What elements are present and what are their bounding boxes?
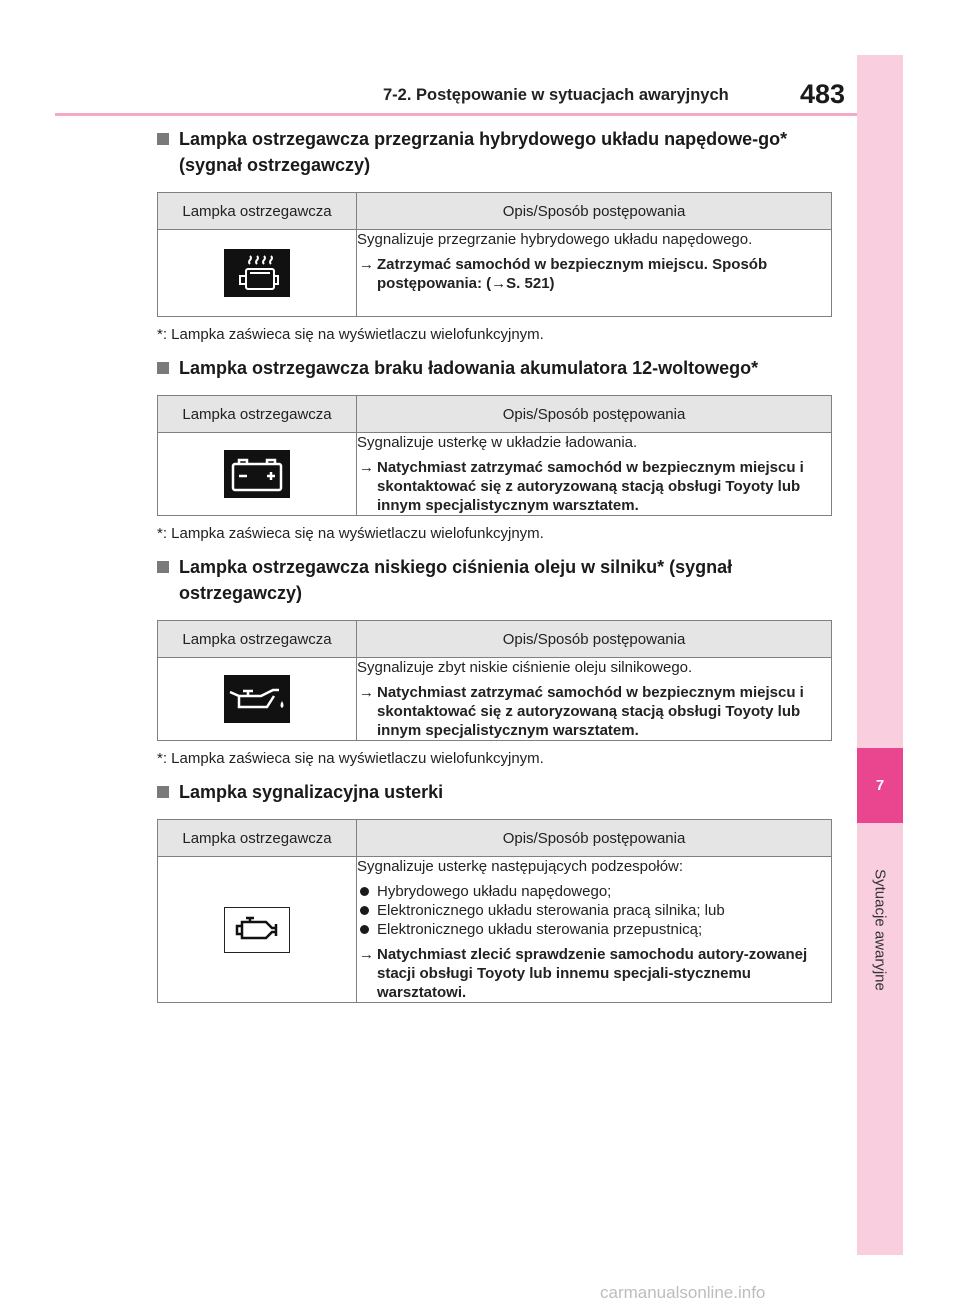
table-header-description: Opis/Sposób postępowania <box>357 820 832 857</box>
table-header-light: Lampka ostrzegawcza <box>158 621 357 658</box>
table-row <box>158 230 832 317</box>
description-text: Sygnalizuje zbyt niskie ciśnienie oleju silnikowego. <box>357 659 693 676</box>
square-bullet-icon <box>157 786 169 798</box>
section-oil-pressure <box>157 554 832 769</box>
list-item: Elektronicznego układu sterowania przepustnicą; <box>357 920 831 939</box>
description-text: Sygnalizuje usterkę w układzie ładowania. <box>357 434 638 451</box>
section-heading: Lampka sygnalizacyjna usterki <box>157 779 832 805</box>
side-tab <box>857 55 903 1255</box>
chapter-number[interactable]: 7 <box>857 748 903 823</box>
action-instruction: → Natychmiast zlecić sprawdzenie samochodu autory-zowanej stacji obsługi Toyoty lub innemu specjali-stycznemu warsztatowi. <box>359 946 808 1001</box>
table-header-description: Opis/Sposób postępowania <box>357 621 832 658</box>
list-item: Elektronicznego układu sterowania pracą silnika; lub <box>357 901 831 920</box>
table-row <box>158 433 832 516</box>
list-item: Hybrydowego układu napędowego; <box>357 882 831 901</box>
chapter-label: Sytuacje awaryjne <box>871 869 889 991</box>
table-header-light: Lampka ostrzegawcza <box>158 396 357 433</box>
component-list <box>357 882 831 939</box>
action-instruction: → Zatrzymać samochód w bezpiecznym miejscu. Sposób postępowania: (→S. 521) <box>359 256 768 292</box>
description-text: Sygnalizuje przegrzanie hybrydowego układu napędowego. <box>357 231 753 248</box>
warning-table <box>157 395 832 516</box>
table-header-light: Lampka ostrzegawcza <box>158 193 357 230</box>
action-instruction: → Natychmiast zatrzymać samochód w bezpiecznym miejscu i skontaktować się z autoryzowaną stacją obsługi Toyoty lub innym specjalistycznym warsztatem. <box>359 684 804 739</box>
page-number: 483 <box>800 79 846 109</box>
footnote: *: Lampka zaświeca się na wyświetlaczu wielofunkcyjnym. <box>157 525 544 542</box>
table-header-light: Lampka ostrzegawcza <box>158 820 357 857</box>
warning-table <box>157 620 832 741</box>
page-header-title: 7-2. Postępowanie w sytuacjach awaryjnych <box>383 86 729 104</box>
arrow-icon: → <box>359 459 374 476</box>
square-bullet-icon <box>157 561 169 573</box>
arrow-icon: → <box>359 946 374 963</box>
square-bullet-icon <box>157 133 169 145</box>
watermark-credit: carmanualsonline.info <box>600 1283 766 1302</box>
oil-pressure-icon <box>224 675 290 723</box>
battery-charge-icon <box>224 450 290 498</box>
section-battery-charge <box>157 355 832 544</box>
section-heading: Lampka ostrzegawcza niskiego ciśnienia oleju w silniku* (sygnał ostrzegawczy) <box>157 554 832 606</box>
footnote: *: Lampka zaświeca się na wyświetlaczu wielofunkcyjnym. <box>157 750 544 767</box>
description-text: Sygnalizuje usterkę następujących podzespołów: <box>357 858 684 875</box>
footnote: *: Lampka zaświeca się na wyświetlaczu wielofunkcyjnym. <box>157 326 544 343</box>
action-instruction: → Natychmiast zatrzymać samochód w bezpiecznym miejscu i skontaktować się z autoryzowaną stacją obsługi Toyoty lub innym specjalistycznym warsztatem. <box>359 459 804 514</box>
hybrid-system-overheat-icon <box>224 249 290 297</box>
header-divider <box>55 113 857 116</box>
table-header-description: Opis/Sposób postępowania <box>357 193 832 230</box>
warning-table <box>157 192 832 317</box>
section-hybrid-overheat <box>157 126 832 345</box>
warning-table <box>157 819 832 1003</box>
square-bullet-icon <box>157 362 169 374</box>
arrow-icon: → <box>359 256 374 273</box>
page-content <box>157 126 832 1013</box>
table-header-description: Opis/Sposób postępowania <box>357 396 832 433</box>
check-engine-icon <box>224 907 290 953</box>
section-malfunction-indicator <box>157 779 832 1003</box>
section-heading: Lampka ostrzegawcza przegrzania hybrydowego układu napędowe-go* (sygnał ostrzegawczy) <box>157 126 832 178</box>
table-row <box>158 857 832 1003</box>
table-row <box>158 658 832 741</box>
section-heading: Lampka ostrzegawcza braku ładowania akumulatora 12-woltowego* <box>157 355 832 381</box>
arrow-icon: → <box>359 684 374 701</box>
